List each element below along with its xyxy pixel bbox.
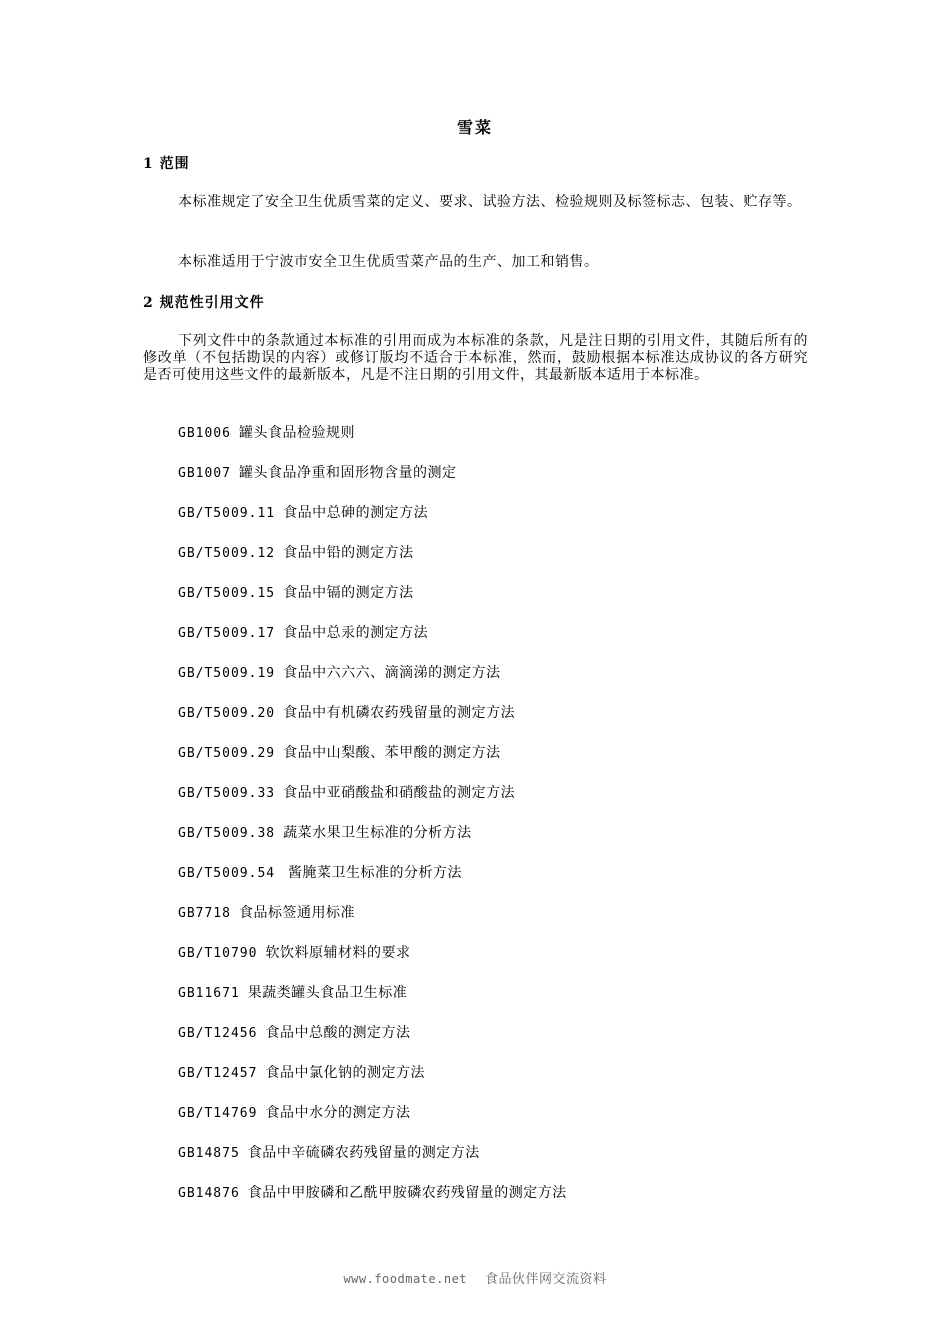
reference-code: GB14876 [178, 1186, 240, 1201]
reference-title: 食品中总酸的测定方法 [265, 1025, 411, 1041]
reference-item [178, 1103, 567, 1143]
reference-code: GB/T5009.54 [178, 866, 276, 881]
reference-title: 食品中辛硫磷农药残留量的测定方法 [247, 1145, 480, 1161]
reference-item [178, 1063, 567, 1103]
section-heading-normative-references: 2 规范性引用文件 [143, 295, 265, 311]
reference-code: GB/T12457 [178, 1066, 258, 1081]
reference-code: GB/T5009.15 [178, 586, 276, 601]
reference-item [178, 943, 567, 983]
reference-item [178, 1143, 567, 1183]
page-footer [0, 1268, 950, 1287]
reference-item [178, 663, 567, 703]
reference-item [178, 543, 567, 583]
reference-item [178, 783, 567, 823]
reference-item [178, 863, 567, 903]
reference-code: GB7718 [178, 906, 231, 921]
reference-title: 罐头食品检验规则 [238, 425, 355, 441]
reference-item [178, 983, 567, 1023]
reference-list [178, 423, 567, 1223]
reference-title: 食品中水分的测定方法 [265, 1105, 411, 1121]
reference-title: 食品中六六六、滴滴涕的测定方法 [283, 665, 501, 681]
document-title: 雪菜 [456, 118, 493, 137]
reference-item [178, 703, 567, 743]
reference-item [178, 463, 567, 503]
footer-caption: 食品伙伴网交流资料 [485, 1272, 607, 1287]
reference-title: 食品中甲胺磷和乙酰甲胺磷农药残留量的测定方法 [247, 1185, 567, 1201]
reference-item [178, 743, 567, 783]
footer-url: www.foodmate.net [343, 1272, 468, 1286]
reference-item [178, 503, 567, 543]
reference-title: 果蔬类罐头食品卫生标准 [247, 985, 408, 1001]
scope-paragraph-2: 本标准适用于宁波市安全卫生优质雪菜产品的生产、加工和销售。 [178, 254, 599, 270]
scope-paragraph-1: 本标准规定了安全卫生优质雪菜的定义、要求、试验方法、检验规则及标签标志、包装、贮存等。 [178, 194, 802, 210]
reference-title: 食品中镉的测定方法 [283, 585, 414, 601]
reference-item [178, 1183, 567, 1223]
reference-title: 食品中氯化钠的测定方法 [265, 1065, 425, 1081]
reference-code: GB14875 [178, 1146, 240, 1161]
reference-title: 食品标签通用标准 [238, 905, 355, 921]
reference-title: 食品中亚硝酸盐和硝酸盐的测定方法 [283, 785, 516, 801]
reference-item [178, 423, 567, 463]
reference-item [178, 823, 567, 863]
reference-item [178, 623, 567, 663]
reference-code: GB/T12456 [178, 1026, 258, 1041]
reference-code: GB/T14769 [178, 1106, 258, 1121]
reference-code: GB11671 [178, 986, 240, 1001]
reference-code: GB/T5009.17 [178, 626, 276, 641]
reference-code: GB1006 [178, 426, 231, 441]
references-intro-paragraph: 下列文件中的条款通过本标准的引用而成为本标准的条款，凡是注日期的引用文件，其随后所有的修改单（不包括勘误的内容）或修订版均不适合于本标准，然而，鼓励根据本标准达成协议的各方研究是否可使用这些文件的最新版本，凡是不注日期的引用文件，其最新版本适用于本标准。 [143, 333, 808, 383]
reference-title: 软饮料原辅材料的要求 [265, 945, 411, 961]
reference-code: GB1007 [178, 466, 231, 481]
reference-item [178, 1023, 567, 1063]
reference-title: 食品中铅的测定方法 [283, 545, 414, 561]
reference-title: 食品中有机磷农药残留量的测定方法 [283, 705, 516, 721]
reference-code: GB/T5009.20 [178, 706, 276, 721]
reference-title: 罐头食品净重和固形物含量的测定 [238, 465, 457, 481]
reference-title: 酱腌菜卫生标准的分析方法 [283, 865, 463, 881]
reference-title: 食品中总汞的测定方法 [283, 625, 429, 641]
reference-title: 食品中山梨酸、苯甲酸的测定方法 [283, 745, 501, 761]
reference-code: GB/T5009.19 [178, 666, 276, 681]
reference-code: GB/T5009.38 [178, 826, 276, 841]
reference-code: GB/T10790 [178, 946, 258, 961]
reference-item [178, 583, 567, 623]
reference-title: 蔬菜水果卫生标准的分析方法 [283, 825, 472, 841]
reference-code: GB/T5009.12 [178, 546, 276, 561]
reference-item [178, 903, 567, 943]
reference-code: GB/T5009.29 [178, 746, 276, 761]
reference-title: 食品中总砷的测定方法 [283, 505, 429, 521]
reference-code: GB/T5009.11 [178, 506, 276, 521]
section-heading-scope: 1 范围 [143, 156, 190, 172]
reference-code: GB/T5009.33 [178, 786, 276, 801]
